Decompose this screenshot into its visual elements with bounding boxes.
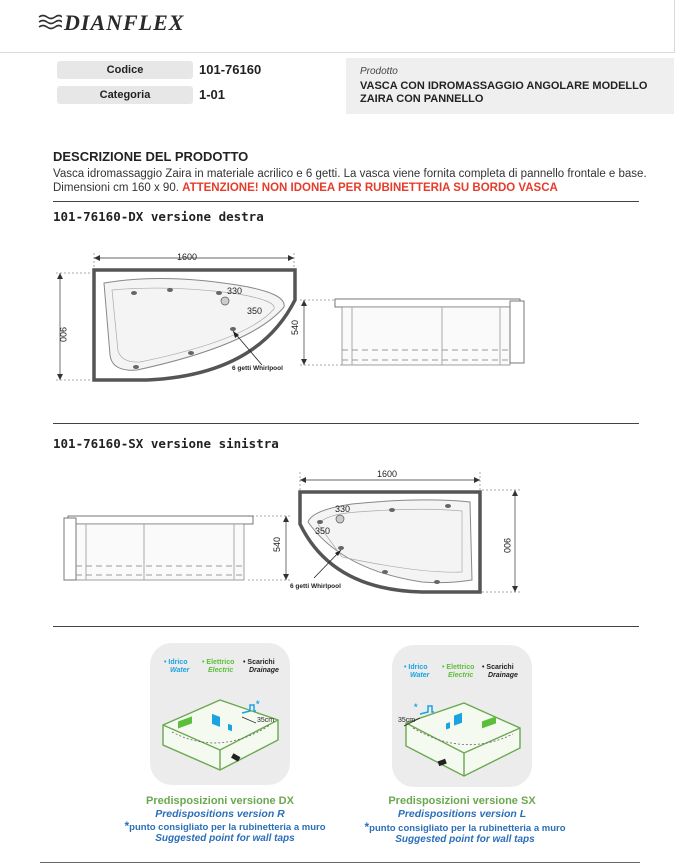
legend-water-dx: • Idrico Water bbox=[164, 659, 190, 674]
legend-electric-dx: • Elettrico Electric bbox=[202, 659, 235, 674]
sx-height-label: 540 bbox=[272, 536, 282, 552]
code-value: 101-76160 bbox=[199, 62, 262, 77]
dx-jets-label: 6 getti Whirlpool bbox=[232, 365, 283, 372]
prep-dx-note-en: Suggested point for wall taps bbox=[155, 833, 295, 844]
prep-sx-distance: 35cm bbox=[398, 717, 416, 724]
version-sx-title: 101-76160-SX versione sinistra bbox=[53, 436, 279, 451]
prep-diagram-sx bbox=[398, 698, 526, 780]
description-body: Vasca idromassaggio Zaira in materiale acrilico e 6 getti. La vasca viene fornita completa di pannello frontale e base. Dimensioni cm 160 x 90. bbox=[53, 168, 647, 194]
prep-dx-title-en: Predispositions version R bbox=[155, 808, 285, 820]
footer-divider bbox=[40, 862, 640, 863]
product-label: Prodotto bbox=[360, 66, 398, 77]
product-name: VASCA CON IDROMASSAGGIO ANGOLARE MODELLO ZAIRA CON PANNELLO bbox=[360, 80, 648, 105]
dx-height-label: 540 bbox=[290, 319, 300, 335]
category-value: 1-01 bbox=[199, 87, 226, 102]
dx-drawing bbox=[52, 245, 532, 390]
sx-drawing bbox=[52, 462, 532, 612]
brand-logo: DIANFLEX bbox=[64, 10, 185, 35]
legend-electric-sx: • Elettrico Electric bbox=[442, 664, 475, 679]
svg-text:*: * bbox=[414, 702, 418, 712]
prep-dx-note: *punto consigliato per la rubinetteria a muro bbox=[124, 819, 326, 833]
prep-sx-title-en: Predispositions version L bbox=[397, 808, 527, 820]
description-title: DESCRIZIONE DEL PRODOTTO bbox=[53, 149, 249, 164]
prep-dx-distance: 35cm bbox=[257, 717, 275, 724]
version-dx-title: 101-76160-DX versione destra bbox=[53, 209, 264, 224]
section-divider bbox=[53, 201, 639, 202]
sx-dim-350: 350 bbox=[315, 526, 331, 536]
code-label: Codice bbox=[57, 61, 193, 79]
description-warning: ATTENZIONE! NON IDONEA PER RUBINETTERIA SU BORDO VASCA bbox=[182, 182, 558, 194]
prep-sx-note-en: Suggested point for wall taps bbox=[395, 834, 535, 845]
legend-water-sx: • Idrico Water bbox=[404, 664, 430, 679]
header-divider-vertical bbox=[674, 0, 675, 52]
section-divider bbox=[53, 423, 639, 424]
prep-diagram-dx bbox=[160, 695, 285, 775]
prep-sx-note: *punto consigliato per la rubinetteria a muro bbox=[364, 820, 566, 834]
category-label: Categoria bbox=[57, 86, 193, 104]
legend-drain-dx: • Scarichi Drainage bbox=[243, 659, 279, 674]
sx-dim-330: 330 bbox=[335, 504, 351, 514]
sx-jets-label: 6 getti Whirlpool bbox=[290, 583, 341, 590]
legend-drain-sx: • Scarichi Drainage bbox=[482, 664, 518, 679]
sx-width-label: 1600 bbox=[377, 469, 398, 479]
brand-logo-waves bbox=[38, 13, 62, 31]
svg-text:*: * bbox=[256, 699, 260, 709]
sx-depth-label: 900 bbox=[502, 538, 512, 554]
dx-dim-350: 350 bbox=[247, 306, 263, 316]
header-divider bbox=[0, 52, 675, 53]
prep-sx-title: Predisposizioni versione SX bbox=[388, 795, 536, 807]
section-divider bbox=[53, 626, 639, 627]
description-text bbox=[53, 167, 653, 195]
tap-icon bbox=[420, 706, 434, 714]
prep-dx-title: Predisposizioni versione DX bbox=[146, 795, 294, 807]
dx-width-label: 1600 bbox=[177, 252, 198, 262]
dx-dim-330: 330 bbox=[227, 286, 243, 296]
dx-depth-label: 900 bbox=[58, 327, 68, 343]
